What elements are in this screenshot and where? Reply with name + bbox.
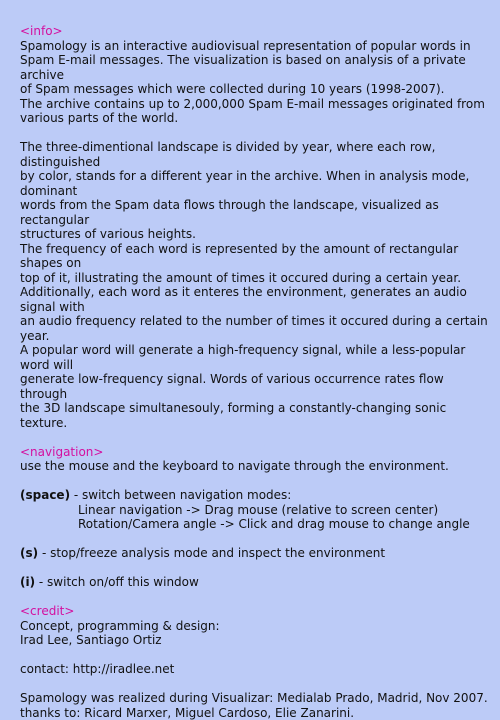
info-line: The frequency of each word is represented by the amount of rectangular shapes on <box>20 242 490 271</box>
info-line: by color, stands for a different year in the archive. When in analysis mode, dominant <box>20 169 490 198</box>
space-key-help <box>20 488 490 532</box>
info-line: the 3D landscape simultanesouly, forming a constantly-changing sonic texture. <box>20 401 490 430</box>
s-key-description: - stop/freeze analysis mode and inspect the environment <box>38 546 385 560</box>
credit-section-title: <credit> <box>20 604 490 619</box>
info-line: of Spam messages which were collected during 10 years (1998-2007). <box>20 82 490 97</box>
navigation-section-title: <navigation> <box>20 445 490 460</box>
s-key-help <box>20 546 490 561</box>
i-key-label: (i) <box>20 575 35 589</box>
info-line: The three-dimentional landscape is divided by year, where each row, distinguished <box>20 140 490 169</box>
navigation-intro: use the mouse and the keyboard to navigate through the environment. <box>20 459 490 474</box>
space-mode-rotation: Rotation/Camera angle -> Click and drag mouse to change angle <box>20 517 490 532</box>
space-mode-linear: Linear navigation -> Drag mouse (relative to screen center) <box>20 503 490 518</box>
info-line: top of it, illustrating the amount of times it occured during a certain year. <box>20 271 490 286</box>
info-line: words from the Spam data flows through the landscape, visualized as rectangular <box>20 198 490 227</box>
info-line: The archive contains up to 2,000,000 Spam E-mail messages originated from <box>20 97 490 112</box>
info-line: various parts of the world. <box>20 111 490 126</box>
credit-names: Irad Lee, Santiago Ortiz <box>20 633 490 648</box>
i-key-description: - switch on/off this window <box>35 575 199 589</box>
info-line: an audio frequency related to the number of times it occured during a certain year. <box>20 314 490 343</box>
credit-line: Concept, programming & design: <box>20 619 490 634</box>
info-paragraph-1 <box>20 39 490 126</box>
info-line: generate low-frequency signal. Words of various occurrence rates flow through <box>20 372 490 401</box>
info-line: structures of various heights. <box>20 227 490 242</box>
info-paragraph-2 <box>20 140 490 430</box>
info-line: Spamology is an interactive audiovisual representation of popular words in <box>20 39 490 54</box>
info-section-title: <info> <box>20 24 490 39</box>
realized-text: Spamology was realized during Visualizar: Medialab Prado, Madrid, Nov 2007. <box>20 691 490 706</box>
space-key-description: - switch between navigation modes: <box>70 488 291 502</box>
contact-text: contact: http://iradlee.net <box>20 662 490 677</box>
thanks-text: thanks to: Ricard Marxer, Miguel Cardoso, Elie Zanarini. <box>20 706 490 720</box>
i-key-help <box>20 575 490 590</box>
s-key-label: (s) <box>20 546 38 560</box>
info-line: Additionally, each word as it enteres the environment, generates an audio signal with <box>20 285 490 314</box>
info-line: Spam E-mail messages. The visualization is based on analysis of a private archive <box>20 53 490 82</box>
info-line: A popular word will generate a high-frequency signal, while a less-popular word will <box>20 343 490 372</box>
space-key-label: (space) <box>20 488 70 502</box>
